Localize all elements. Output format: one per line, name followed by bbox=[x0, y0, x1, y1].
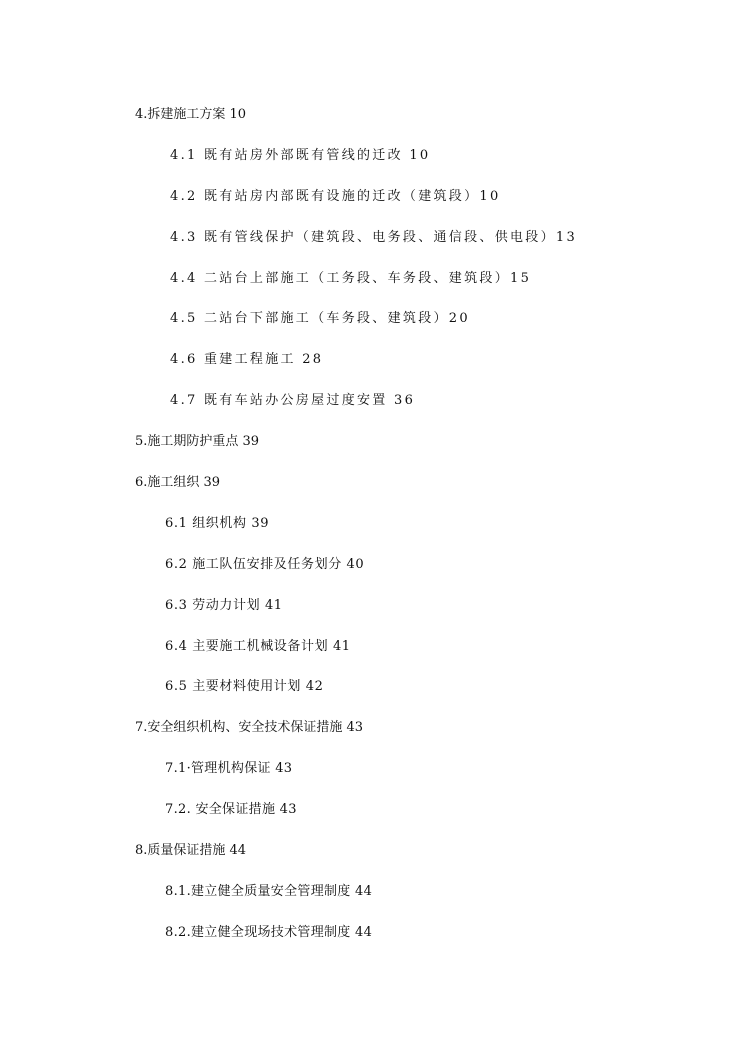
toc-entry-4-1: 4.1 既有站房外部既有管线的迁改 10 bbox=[170, 147, 431, 163]
toc-entry-7: 7.安全组织机构、安全技术保证措施 43 bbox=[135, 720, 364, 736]
toc-entry-6-1: 6.1 组织机构 39 bbox=[165, 515, 270, 531]
toc-entry-6-3: 6.3 劳动力计划 41 bbox=[165, 597, 283, 613]
toc-entry-8-2: 8.2.建立健全现场技术管理制度 44 bbox=[165, 924, 373, 940]
toc-entry-7-1: 7.1·管理机构保证 43 bbox=[165, 761, 293, 777]
toc-entry-8: 8.质量保证措施 44 bbox=[135, 843, 247, 859]
toc-entry-4-4: 4.4 二站台上部施工（工务段、车务段、建筑段）15 bbox=[170, 270, 532, 286]
toc-entry-6: 6.施工组织 39 bbox=[135, 475, 221, 491]
toc-entry-4-7: 4.7 既有车站办公房屋过度安置 36 bbox=[170, 393, 416, 409]
toc-entry-4: 4.拆建施工方案 10 bbox=[135, 107, 247, 122]
toc-entry-5: 5.施工期防护重点 39 bbox=[135, 434, 260, 450]
toc-entry-6-5: 6.5 主要材料使用计划 42 bbox=[165, 679, 324, 695]
table-of-contents bbox=[0, 104, 744, 963]
toc-entry-4-6: 4.6 重建工程施工 28 bbox=[170, 352, 324, 368]
toc-entry-6-4: 6.4 主要施工机械设备计划 41 bbox=[165, 638, 351, 654]
toc-entry-4-5: 4.5 二站台下部施工（车务段、建筑段）20 bbox=[170, 311, 470, 327]
toc-entry-6-2: 6.2 施工队伍安排及任务划分 40 bbox=[165, 556, 365, 572]
toc-entry-8-1: 8.1.建立健全质量安全管理制度 44 bbox=[165, 883, 373, 899]
toc-entry-4-3: 4.3 既有管线保护（建筑段、电务段、通信段、供电段）13 bbox=[170, 229, 578, 245]
toc-entry-4-2: 4.2 既有站房内部既有设施的迁改（建筑段）10 bbox=[170, 188, 501, 204]
toc-entry-7-2: 7.2. 安全保证措施 43 bbox=[165, 802, 297, 818]
